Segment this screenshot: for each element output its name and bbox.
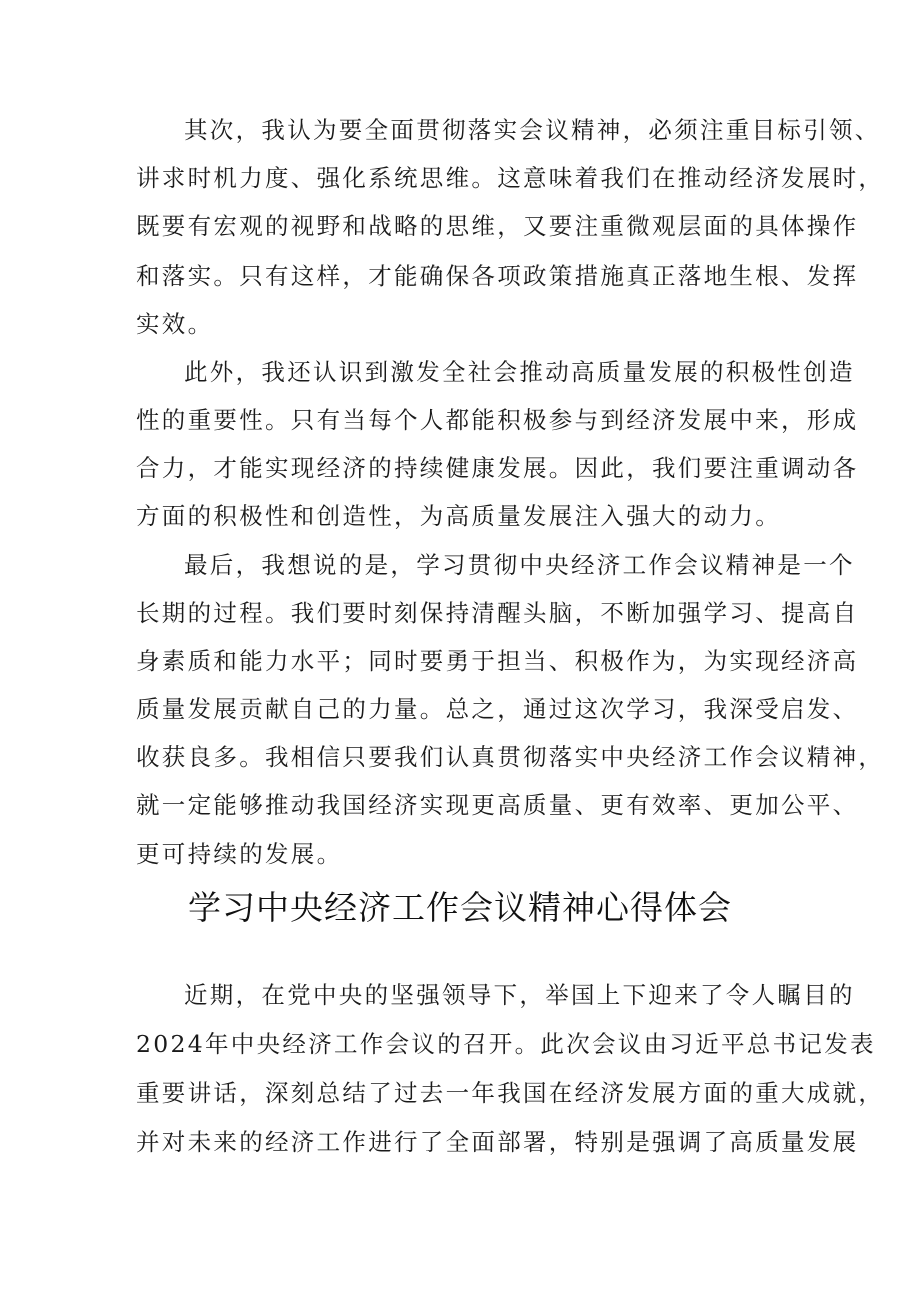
paragraph-1-line-2: 讲求时机力度、强化系统思维。这意味着我们在推动经济发展时， [136, 164, 885, 192]
paragraph-2-line-4: 方面的积极性和创造性，为高质量发展注入强大的动力。 [136, 502, 781, 530]
paragraph-3-line-4: 质量发展贡献自己的力量。总之，通过这次学习，我深受启发、 [136, 695, 859, 723]
paragraph-4-line-1: 近期，在党中央的坚强领导下，举国上下迎来了令人瞩目的 [184, 981, 855, 1009]
paragraph-3-line-6: 就一定能够推动我国经济实现更高质量、更有效率、更加公平、 [136, 791, 859, 819]
paragraph-3-line-3: 身素质和能力水平；同时要勇于担当、积极作为，为实现经济高 [136, 647, 859, 675]
paragraph-1-line-1: 其次，我认为要全面贯彻落实会议精神，必须注重目标引领、 [184, 116, 881, 144]
paragraph-3-line-7: 更可持续的发展。 [136, 840, 343, 868]
paragraph-2-line-1: 此外，我还认识到激发全社会推动高质量发展的积极性创造 [184, 358, 855, 386]
paragraph-2-line-3: 合力，才能实现经济的持续健康发展。因此，我们要注重调动各 [136, 454, 859, 482]
paragraph-3-line-2: 长期的过程。我们要时刻保持清醒头脑，不断加强学习、提高自 [136, 599, 859, 627]
paragraph-1-line-3: 既要有宏观的视野和战略的思维，又要注重微观层面的具体操作 [136, 212, 859, 240]
paragraph-4-line-4: 并对未来的经济工作进行了全面部署，特别是强调了高质量发展 [136, 1128, 859, 1156]
paragraph-4-line-2: 2024年中央经济工作会议的召开。此次会议由习近平总书记发表 [136, 1030, 876, 1058]
paragraph-3-line-5: 收获良多。我相信只要我们认真贯彻落实中央经济工作会议精神， [136, 743, 885, 771]
paragraph-1-line-4: 和落实。只有这样，才能确保各项政策措施真正落地生根、发挥 [136, 262, 859, 290]
paragraph-1-line-5: 实效。 [136, 310, 214, 338]
paragraph-2-line-2: 性的重要性。只有当每个人都能积极参与到经济发展中来，形成 [136, 406, 859, 434]
article-title: 学习中央经济工作会议精神心得体会 [188, 888, 732, 927]
paragraph-3-line-1: 最后，我想说的是，学习贯彻中央经济工作会议精神是一个 [184, 551, 855, 579]
paragraph-4-line-3: 重要讲话，深刻总结了过去一年我国在经济发展方面的重大成就， [136, 1079, 885, 1107]
